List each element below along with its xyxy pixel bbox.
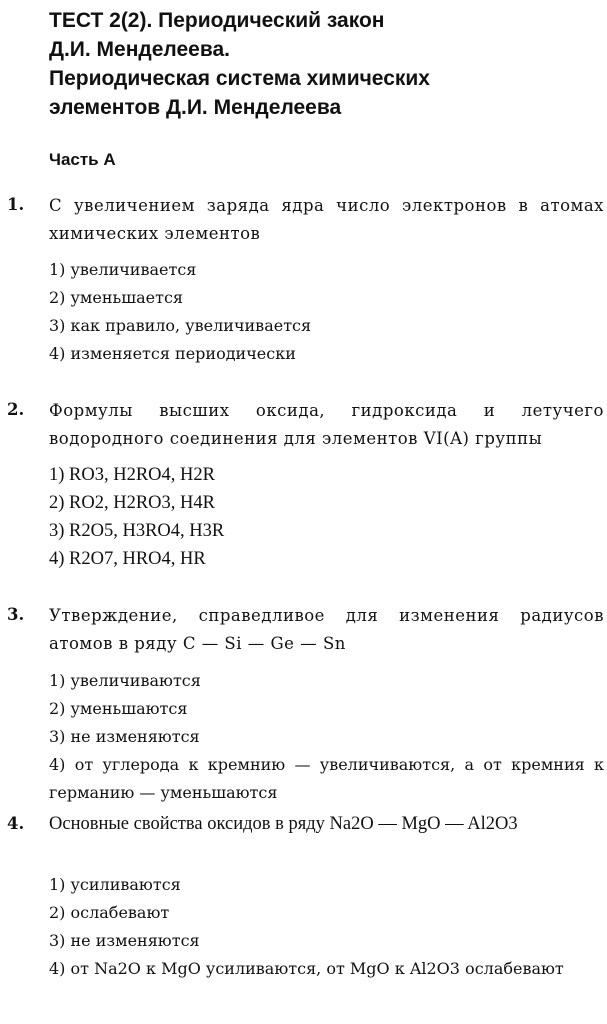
answer-option: 4) R2O7, HRO4, HR [49,549,206,569]
question-text: С увеличением заряда ядра число электронов в атомах химических элементов [49,196,604,243]
answer-options [49,461,604,573]
answer-option: 1) увеличивается [49,260,197,279]
question-number: 2. [7,400,25,419]
answer-options [49,256,604,368]
part-heading: Часть А [49,150,116,169]
answer-option: 1) RO3, H2RO4, H2R [49,465,215,485]
answer-option: 4) от углерода к кремнию — увеличиваются, а от кремния к германию — уменьшаются [49,755,604,802]
title-line: ТЕСТ 2(2). Периодический закон [49,9,385,32]
answer-option: 3) как правило, увеличивается [49,316,312,335]
question-number: 1. [7,195,25,214]
question-text: Формулы высших оксида, гидроксида и летучего водородного соединения для элементов VI(A) группы [49,401,604,448]
title-line: Д.И. Менделеева. [49,38,230,61]
answer-option: 3) не изменяются [49,727,200,746]
question-text: Утверждение, справедливое для изменения радиусов атомов в ряду C — Si — Ge — Sn [49,606,604,653]
answer-option: 3) не изменяются [49,931,200,950]
question-number: 4. [7,814,25,833]
title-line: Периодическая система химических [49,67,430,90]
question-text: Основные свойства оксидов в ряду Na2O — MgO — Al2O3 [49,814,518,834]
answer-option: 3) R2O5, H3RO4, H3R [49,521,225,541]
question-number: 3. [7,605,25,624]
answer-options [49,667,604,807]
answer-option: 2) уменьшается [49,288,183,307]
answer-option: 2) уменьшаются [49,699,188,718]
test-title [49,6,569,122]
answer-option: 1) усиливаются [49,875,181,894]
answer-option: 4) от Na2O к MgO усиливаются, от MgO к Al2O3 ослабевают [49,959,564,978]
answer-option: 4) изменяется периодически [49,344,296,363]
title-line: элементов Д.И. Менделеева [49,96,342,119]
answer-option: 2) ослабевают [49,903,170,922]
answer-option: 2) RO2, H2RO3, H4R [49,493,215,513]
answer-option: 1) увеличиваются [49,671,201,690]
answer-options [49,871,604,983]
